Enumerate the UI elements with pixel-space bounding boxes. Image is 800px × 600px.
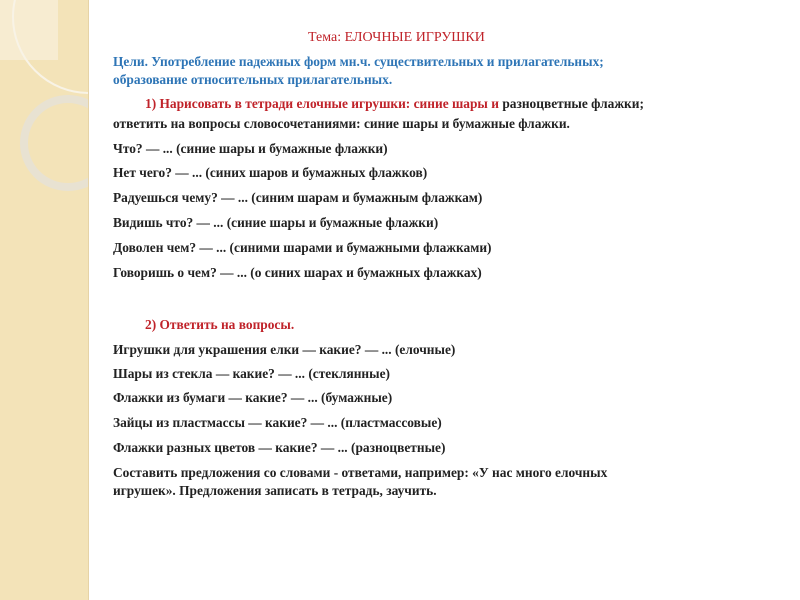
question-line: Зайцы из пластмассы — какие? — ... (пластмассовые) [113, 415, 442, 430]
question-line: Что? — ... (синие шары и бумажные флажки) [113, 141, 388, 156]
question-line: Доволен чем? — ... (синими шарами и бумажными флажками) [113, 240, 492, 255]
final-task-line-2: игрушек». Предложения записать в тетрадь, заучить. [113, 483, 437, 498]
final-task-line-1: Составить предложения со словами - ответами, например: «У нас много елочных [113, 465, 608, 480]
task1-line-1 [145, 96, 644, 112]
slide-title: Тема: ЕЛОЧНЫЕ ИГРУШКИ [308, 30, 485, 45]
question-line: Игрушки для украшения елки — какие? — ... (елочные) [113, 342, 456, 357]
question-line: Шары из стекла — какие? — ... (стеклянные) [113, 366, 391, 381]
question-line: Говоришь о чем? — ... (о синих шарах и бумажных флажках) [113, 265, 482, 280]
question-line: Видишь что? — ... (синие шары и бумажные флажки) [113, 215, 439, 230]
question-line: Флажки из бумаги — какие? — ... (бумажные) [113, 390, 393, 405]
question-line: Флажки разных цветов — какие? — ... (разноцветные) [113, 440, 446, 455]
task1-heading: 1) Нарисовать в тетради елочные игрушки: синие шары и [145, 96, 499, 111]
goals-line-2: образование относительных прилагательных. [113, 72, 393, 87]
task2-heading: 2) Ответить на вопросы. [145, 317, 295, 332]
task1-rest: разноцветные флажки; [498, 96, 644, 111]
decorative-ring [20, 95, 89, 191]
decorative-arc [12, 0, 89, 94]
question-line: Радуешься чему? — ... (синим шарам и бумажным флажкам) [113, 190, 483, 205]
task1-line-2: ответить на вопросы словосочетаниями: синие шары и бумажные флажки. [113, 116, 570, 131]
decorative-sidebar [0, 0, 89, 600]
goals-line-1: Цели. Употребление падежных форм мн.ч. существительных и прилагательных; [113, 54, 604, 69]
question-line: Нет чего? — ... (синих шаров и бумажных флажков) [113, 165, 428, 180]
